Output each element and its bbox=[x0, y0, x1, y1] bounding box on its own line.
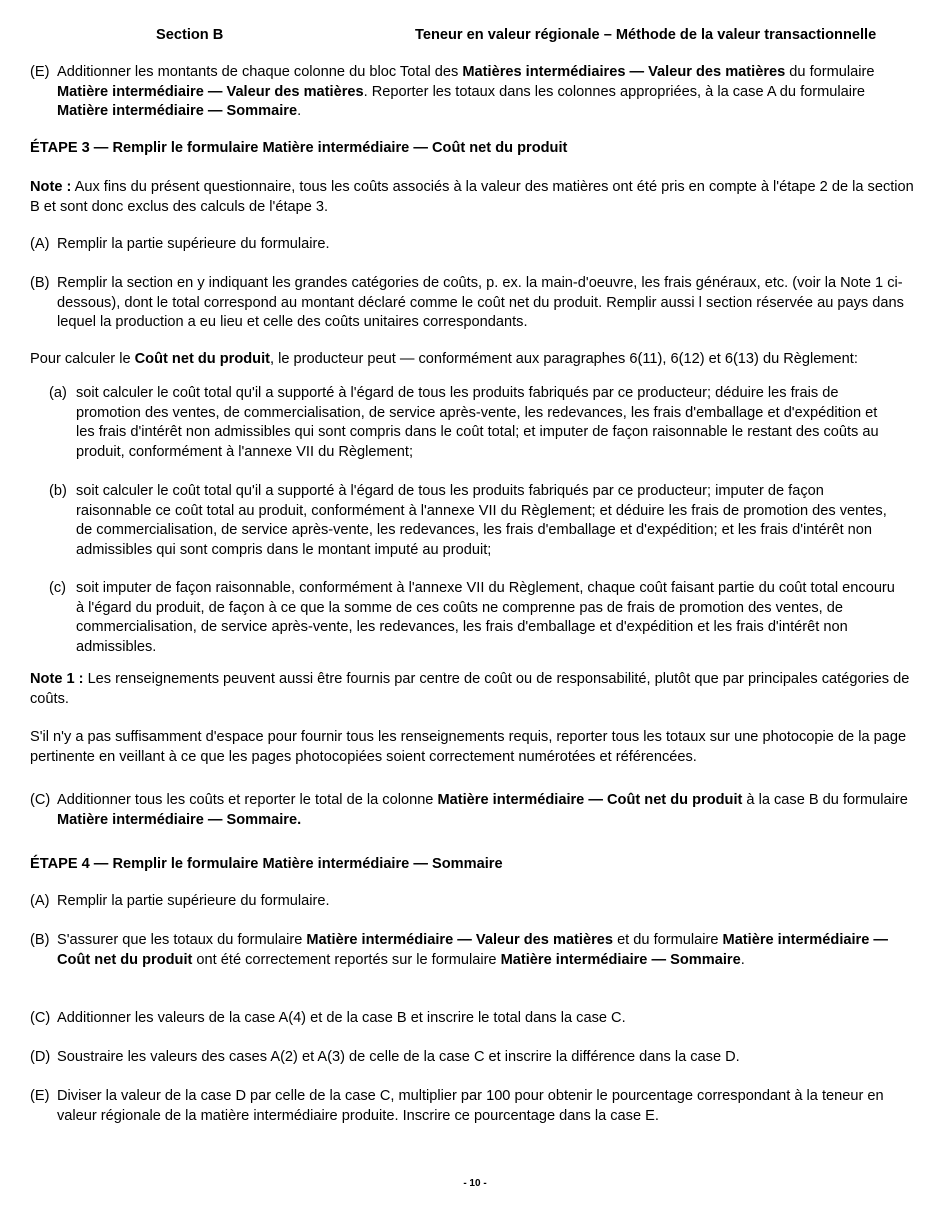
page-header-title: Teneur en valeur régionale – Méthode de la valeur transactionnelle bbox=[415, 27, 877, 43]
method-a: (a) soit calculer le coût total qu'il a supporté à l'égard de tous les produits fabriqués par ce producteur; déduire les frais de promotion des ventes, de commercialisation, de service après-vente, les redevances, les frais d'emballage et d'expédition et les frais d'intérêt non admissibles qui sont compris dans le coût total; et imputer de façon raisonnable le restant des coûts au produit, conformément à l'annexe VII du Règlement; bbox=[49, 385, 879, 460]
page-number: - 10 - bbox=[463, 1178, 487, 1189]
note-1: Note 1 : Les renseignements peuvent aussi être fournis par centre de coût ou de responsabilité, plutôt que par principales catégories de coûts. bbox=[30, 671, 910, 707]
step3-item-a: (A) Remplir la partie supérieure du formulaire. bbox=[30, 236, 330, 252]
space-instruction: S'il n'y a pas suffisamment d'espace pour fournir tous les renseignements requis, reporter tous les totaux sur une photocopie de la page pertinente en veillant à ce que les pages photocopiées soient correctement numérotées et référencées. bbox=[30, 729, 907, 765]
step2-item-e bbox=[30, 63, 920, 122]
step4-item-d: (D) Soustraire les valeurs des cases A(2) et A(3) de celle de la case C et inscrire la différence dans la case D. bbox=[30, 1049, 740, 1065]
step4-item-c: (C) Additionner les valeurs de la case A(4) et de la case B et inscrire le total dans la case C. bbox=[30, 1010, 626, 1026]
step4-item-a: (A) Remplir la partie supérieure du formulaire. bbox=[30, 893, 330, 909]
net-cost-intro: Pour calculer le Coût net du produit, le producteur peut — conformément aux paragraphes 6(11), 6(12) et 6(13) du Règlement: bbox=[30, 351, 858, 367]
step4-item-b: (B) S'assurer que les totaux du formulaire Matière intermédiaire — Valeur des matières et du formulaire Matière intermédiaire — Coût net du produit ont été correctement reportés sur le formulaire Matière intermédiaire — Sommaire. bbox=[30, 932, 888, 968]
item-text: Additionner les montants de chaque colonne du bloc Total des Matières intermédiaires — Valeur des matières du formulaire Matière intermédiaire — Valeur des matières. Reporter les totaux dans les colonnes appropriées, à la case A du formulaire Matière intermédiaire — Sommaire. bbox=[57, 64, 875, 120]
method-c: (c) soit imputer de façon raisonnable, conformément à l'annexe VII du Règlement, chaque coût faisant partie du coût total encouru à l'égard du produit, de façon à ce que la somme de ces coûts ne comprenne pas de frais de promotion des ventes, de commercialisation, de service après-vente, les redevances, les frais d'emballage et d'expédition et les frais d'intérêt non admissibles. bbox=[49, 580, 895, 655]
item-label: (E) bbox=[30, 64, 50, 80]
step3-note: Note : Aux fins du présent questionnaire, tous les coûts associés à la valeur des matières ont été pris en compte à l'étape 2 de la section B et sont donc exclus des calculs de l'étape 3. bbox=[30, 179, 914, 215]
step3-heading: ÉTAPE 3 — Remplir le formulaire Matière intermédiaire — Coût net du produit bbox=[30, 140, 568, 156]
step3-item-c: (C) Additionner tous les coûts et reporter le total de la colonne Matière intermédiaire — Coût net du produit à la case B du formulaire Matière intermédiaire — Sommaire. bbox=[30, 792, 908, 828]
step3-item-b: (B) Remplir la section en y indiquant les grandes catégories de coûts, p. ex. la main-d'oeuvre, les frais généraux, etc. (voir la Note 1 ci-dessous), dont le total correspond au montant déclaré comme le coût net du produit. Remplir aussi l section réservée au pays dans lequel la production a eu lieu et celle des coûts unitaires correspondants. bbox=[30, 275, 904, 331]
section-label: Section B bbox=[156, 27, 224, 43]
method-b: (b) soit calculer le coût total qu'il a supporté à l'égard de tous les produits fabriqués par ce producteur; imputer de façon raisonnable ce coût total au produit, conformément à l'annexe VII du Règlement; et déduire les frais de promotion des ventes, de commercialisation, de service après-vente, les redevances, les frais d'emballage et d'expédition; et les frais d'intérêt non admissibles qui sont compris dans le montant imputé au produit; bbox=[49, 483, 887, 558]
step4-heading: ÉTAPE 4 — Remplir le formulaire Matière intermédiaire — Sommaire bbox=[30, 856, 503, 872]
step4-item-e: (E) Diviser la valeur de la case D par celle de la case C, multiplier par 100 pour obtenir le pourcentage correspondant à la teneur en valeur régionale de la matière intermédiaire produite. Inscrire ce pourcentage dans la case E. bbox=[30, 1088, 884, 1124]
